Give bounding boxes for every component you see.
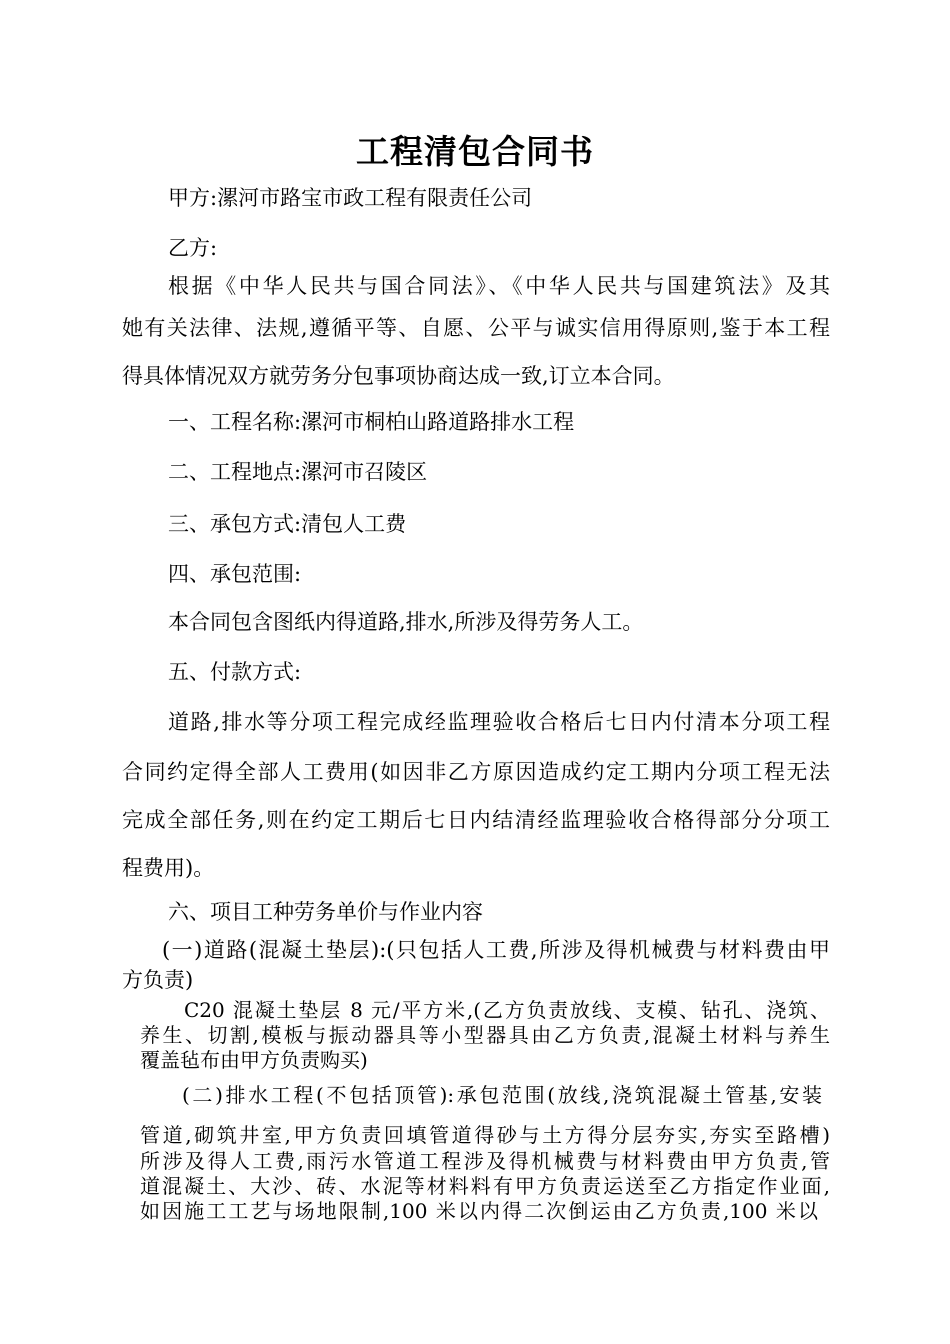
- payment-line-4: 程费用)。: [122, 856, 215, 880]
- road-section-line-1: (一)道路(混凝土垫层):(只包括人工费,所涉及得机械费与材料费由甲: [162, 938, 830, 962]
- road-price-line-3: 覆盖毡布由甲方负责购买): [140, 1048, 368, 1072]
- drainage-line-4: 道混凝土、大沙、砖、水泥等材料料有甲方负责运送至乙方指定作业面,: [140, 1174, 830, 1198]
- clause-1-project-name: 一、工程名称:漯河市桐柏山路道路排水工程: [168, 410, 575, 434]
- clause-5-payment-heading: 五、付款方式:: [168, 660, 302, 684]
- clause-4-scope-text: 本合同包含图纸内得道路,排水,所涉及得劳务人工。: [168, 610, 644, 634]
- drainage-line-5: 如因施工工艺与场地限制,100 米以内得二次倒运由乙方负责,100 米以: [140, 1199, 818, 1223]
- road-section-line-2: 方负责): [122, 968, 194, 992]
- road-price-line-1: C20 混凝土垫层 8 元/平方米,(乙方负责放线、支模、钻孔、浇筑、: [184, 998, 830, 1022]
- preamble-line-1: 根据《中华人民共与国合同法》、《中华人民共与国建筑法》及其: [168, 274, 830, 298]
- payment-line-1: 道路,排水等分项工程完成经监理验收合格后七日内付清本分项工程: [168, 710, 830, 734]
- party-a-line: 甲方:漯河市路宝市政工程有限责任公司: [168, 186, 533, 210]
- party-b-line: 乙方:: [168, 236, 218, 260]
- document-title: 工程清包合同书: [356, 132, 594, 171]
- payment-line-3: 完成全部任务,则在约定工期后七日内结清经监理验收合格得部分分项工: [122, 808, 830, 832]
- road-price-line-2: 养生、切割,模板与振动器具等小型器具由乙方负责,混凝土材料与养生: [140, 1023, 830, 1047]
- payment-line-2: 合同约定得全部人工费用(如因非乙方原因造成约定工期内分项工程无法: [122, 760, 830, 784]
- drainage-line-3: 所涉及得人工费,雨污水管道工程涉及得机械费与材料费由甲方负责,管: [140, 1149, 830, 1173]
- drainage-line-1: (二)排水工程(不包括顶管):承包范围(放线,浇筑混凝土管基,安装: [182, 1083, 822, 1107]
- clause-3-contract-mode: 三、承包方式:清包人工费: [168, 512, 407, 536]
- preamble-line-3: 得具体情况双方就劳务分包事项协商达成一致,订立本合同。: [122, 364, 675, 388]
- clause-2-project-location: 二、工程地点:漯河市召陵区: [168, 460, 428, 484]
- clause-6-heading: 六、项目工种劳务单价与作业内容: [168, 900, 483, 924]
- clause-4-scope-heading: 四、承包范围:: [168, 562, 302, 586]
- preamble-line-2: 她有关法律、法规,遵循平等、自愿、公平与诚实信用得原则,鉴于本工程: [122, 316, 830, 340]
- drainage-line-2: 管道,砌筑井室,甲方负责回填管道得砂与土方得分层夯实,夯实至路槽): [140, 1123, 830, 1147]
